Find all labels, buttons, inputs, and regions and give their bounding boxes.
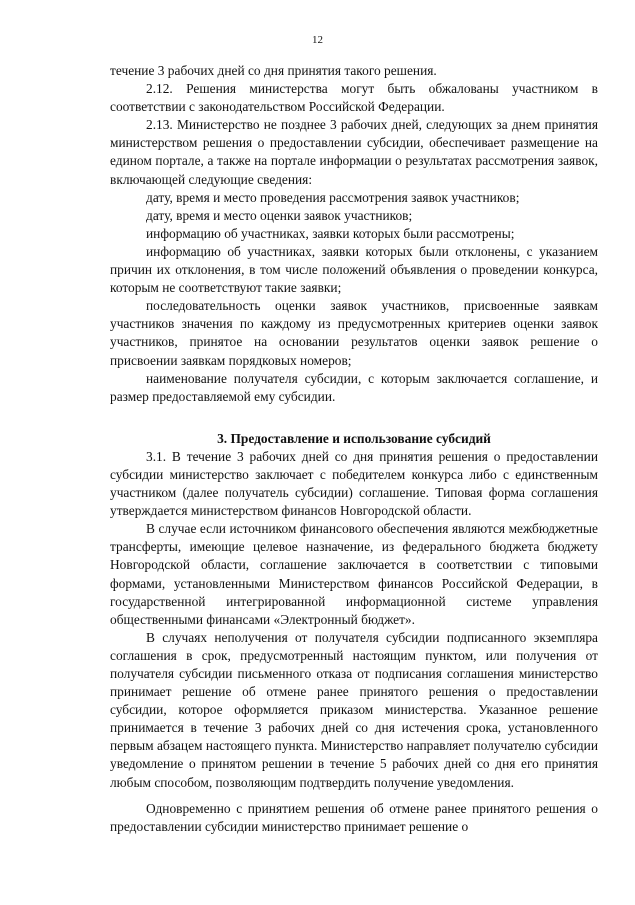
document-body <box>110 62 598 836</box>
paragraph: 2.13. Министерство не позднее 3 рабочих дней, следующих за днем принятия министерством решения о предоставлении субсидии, обеспечивает размещение на едином портале, а также на портале информации о результатах рассмотрения заявок, включающей следующие сведения: <box>110 117 598 187</box>
paragraph: информацию об участниках, заявки которых были отклонены, с указанием причин их отклонения, в том числе положений объявления о проведении конкурса, которым не соответствуют такие заявки; <box>110 243 598 296</box>
page-number: 12 <box>312 34 323 46</box>
paragraph: дату, время и место проведения рассмотрения заявок участников; <box>146 189 520 205</box>
section-heading: 3. Предоставление и использование субсидий <box>217 430 491 446</box>
paragraph: последовательность оценки заявок участников, присвоенные заявкам участников значения по каждому из предусмотренных критериев оценки заявок участников, принятое на основании результатов оценки заявок решение о присвоении заявкам порядковых номеров; <box>110 298 598 368</box>
paragraph: наименование получателя субсидии, с которым заключается соглашение, и размер предоставляемой ему субсидии. <box>110 370 598 404</box>
paragraph: информацию об участниках, заявки которых были рассмотрены; <box>146 225 515 241</box>
paragraph: 2.12. Решения министерства могут быть обжалованы участником в соответствии с законодательством Российской Федерации. <box>110 81 598 115</box>
paragraph: В случае если источником финансового обеспечения являются межбюджетные трансферты, имеющие целевое назначение, из федерального бюджета бюджету Новгородской области, соглашение заключается в соответствии с типовыми формами, установленными Министерством финансов Российской Федерации, в государственной интегрированной информационной системе управления общественными финансами «Электронный бюджет». <box>110 521 598 627</box>
paragraphs-before <box>110 62 598 406</box>
paragraph: дату, время и место оценки заявок участников; <box>146 207 413 223</box>
paragraph: В случаях неполучения от получателя субсидии подписанного экземпляра соглашения в срок, предусмотренный настоящим пунктом, или получения от получателя субсидии письменного отказа от подписания соглашения министерство принимает решение об отмене ранее принятого решения о предоставлении субсидии, которое оформляется приказом министерства. Указанное решение принимается в течение 3 рабочих дней со дня истечения срока, установленного первым абзацем настоящего пункта. Министерство направляет получателю субсидии уведомление о принятом решении в течение 5 рабочих дней со дня его принятия любым способом, позволяющим подтвердить получение уведомления. <box>110 629 599 790</box>
paragraph: течение 3 рабочих дней со дня принятия такого решения. <box>110 63 437 78</box>
paragraph: 3.1. В течение 3 рабочих дней со дня принятия решения о предоставлении субсидии министерство заключает с победителем конкурса либо с единственным участником (далее получатель субсидии) соглашение. Типовая форма соглашения утверждается министерством финансов Новгородской области. <box>110 448 598 519</box>
paragraphs-after <box>110 448 598 836</box>
paragraph: Одновременно с принятием решения об отмене ранее принятого решения о предоставлении субсидии министерство принимает решение о <box>110 800 598 834</box>
